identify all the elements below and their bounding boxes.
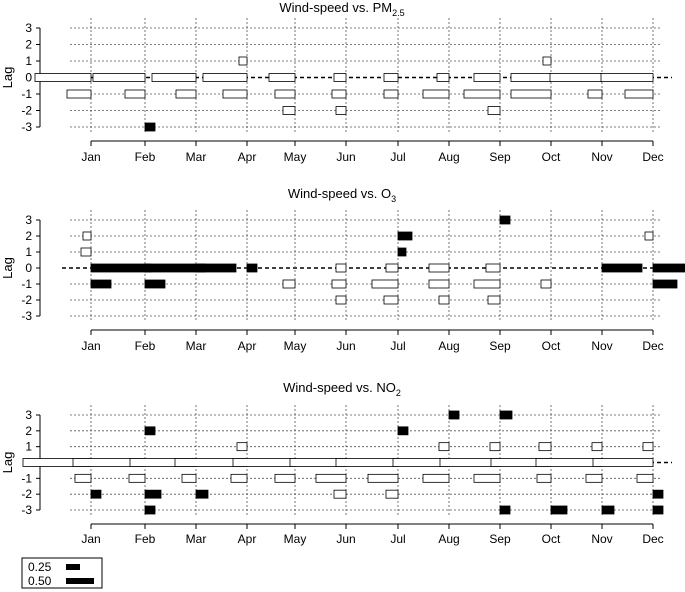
nonsignificant-bar [625,90,653,98]
x-tick-label-jan: Jan [81,339,101,353]
panel-title [279,0,404,18]
x-tick-label-mar: Mar [185,532,207,546]
nonsignificant-bar [437,74,449,82]
nonsignificant-bar [586,474,602,482]
nonsignificant-bar [67,90,91,98]
x-tick-label-sep: Sep [489,532,511,546]
nonsignificant-bar [336,459,398,467]
panel-title-subscript: 2 [395,388,401,398]
panel-title-subscript: 2.5 [392,8,405,18]
nonsignificant-bar [439,443,449,451]
x-tick-label-nov: Nov [591,532,613,546]
y-tick-label: 1 [25,439,32,454]
legend-swatch [66,578,94,584]
significant-bar [653,264,685,272]
x-tick-label-may: May [283,532,307,546]
x-tick-label-dec: Dec [642,339,664,353]
nonsignificant-bar [152,74,196,82]
y-tick-label: 0 [25,70,32,85]
x-tick-label-nov: Nov [591,150,613,164]
significant-bar [602,506,614,514]
y-axis-label: Lag [0,257,15,279]
nonsignificant-bar [332,280,346,288]
significant-bar [653,490,663,498]
panel-1 [0,0,672,164]
significant-bar [91,490,101,498]
significant-bar [398,248,406,256]
nonsignificant-bar [332,90,346,98]
nonsignificant-bar [35,74,91,82]
x-tick-label-apr: Apr [237,150,257,164]
y-tick-label: 2 [25,37,32,52]
nonsignificant-bar [283,280,295,288]
x-tick-label-nov: Nov [591,339,613,353]
y-tick-label: -3 [21,503,32,517]
x-tick-label-dec: Dec [642,150,664,164]
nonsignificant-bar [368,474,398,482]
x-tick-label-jul: Jul [390,339,406,353]
significant-bar [653,506,663,514]
significant-bar [449,411,459,419]
x-tick-label-jul: Jul [390,150,406,164]
nonsignificant-bar [474,280,500,288]
nonsignificant-bar [645,232,653,240]
y-tick-label: -2 [21,293,32,307]
nonsignificant-bar [223,90,247,98]
legend-label: 0.50 [28,574,52,588]
significant-bar [196,264,236,272]
x-tick-label-sep: Sep [489,150,511,164]
x-tick-label-feb: Feb [134,532,156,546]
y-tick-label: -1 [21,471,32,486]
nonsignificant-bar [543,57,551,65]
significant-bar [398,427,408,435]
x-tick-label-jun: Jun [336,339,356,353]
nonsignificant-bar [511,90,551,98]
nonsignificant-bar [233,459,295,467]
y-axis-label: Lag [0,66,15,89]
nonsignificant-bar [237,443,247,451]
x-tick-label-apr: Apr [237,339,257,353]
nonsignificant-bar [83,232,91,240]
panel-title-subscript: 3 [391,194,397,204]
nonsignificant-bar [511,74,551,82]
nonsignificant-bar [474,74,500,82]
significant-bar [91,280,111,288]
nonsignificant-bar [488,107,500,115]
legend-label: 0.25 [28,560,52,574]
x-tick-label-aug: Aug [438,150,460,164]
y-tick-label: 2 [25,423,32,438]
nonsignificant-bar [93,74,145,82]
nonsignificant-bar [182,474,196,482]
significant-bar [196,490,208,498]
significant-bar [145,506,155,514]
y-tick-label: 3 [25,21,32,35]
nonsignificant-bar [541,280,551,288]
nonsignificant-bar [336,107,346,115]
y-tick-label: 2 [25,229,32,243]
y-tick-label: 1 [25,54,32,68]
nonsignificant-bar [203,74,247,82]
nonsignificant-bar [231,474,247,482]
panel-title [288,186,396,204]
nonsignificant-bar [316,474,346,482]
nonsignificant-bar [429,264,449,272]
nonsignificant-bar [637,474,653,482]
significant-bar [500,506,510,514]
y-tick-label: 0 [25,261,32,275]
x-tick-label-oct: Oct [541,339,561,353]
y-tick-label: -2 [21,103,32,118]
significant-bar [91,264,151,272]
significant-bar [602,264,642,272]
y-axis-label: Lag [0,451,15,474]
x-tick-label-sep: Sep [489,339,511,353]
y-tick-label: -1 [21,87,32,101]
nonsignificant-bar [384,296,398,304]
nonsignificant-bar [539,443,551,451]
x-tick-label-jan: Jan [81,150,101,164]
nonsignificant-bar [334,74,346,82]
nonsignificant-bar [464,90,500,98]
nonsignificant-bar [537,474,551,482]
x-tick-label-aug: Aug [438,339,460,353]
significant-bar [247,264,257,272]
y-tick-label: 3 [25,408,32,422]
x-tick-label-oct: Oct [541,150,561,164]
nonsignificant-bar [275,90,295,98]
panel-title-main: Wind-speed vs. NO [283,380,396,395]
significant-bar [500,216,510,224]
nonsignificant-bar [488,296,500,304]
x-tick-label-dec: Dec [642,532,664,546]
nonsignificant-bar [429,280,449,288]
significant-bar [551,506,567,514]
x-tick-label-mar: Mar [185,150,207,164]
nonsignificant-bar [372,280,398,288]
x-tick-label-may: May [283,150,307,164]
significant-bar [653,280,677,288]
y-tick-label: -3 [21,120,32,134]
x-tick-label-apr: Apr [237,532,257,546]
panel-title-main: Wind-speed vs. PM [279,0,393,15]
nonsignificant-bar [336,264,346,272]
legend [22,558,102,588]
nonsignificant-bar [536,459,602,467]
nonsignificant-bar [593,459,653,467]
significant-bar [145,280,165,288]
y-tick-label: -2 [21,487,32,502]
significant-bar [145,490,161,498]
significant-bar [145,123,155,131]
x-tick-label-mar: Mar [185,339,207,353]
nonsignificant-bar [643,443,653,451]
nonsignificant-bar [486,264,500,272]
significant-bar [398,232,412,240]
nonsignificant-bar [75,474,91,482]
panel-title [283,380,401,398]
y-tick-label: -1 [21,277,32,291]
nonsignificant-bar [125,90,145,98]
nonsignificant-bar [601,74,653,82]
x-tick-label-oct: Oct [541,532,561,546]
nonsignificant-bar [384,74,398,82]
nonsignificant-bar [423,90,449,98]
y-tick-label: -3 [21,309,32,323]
x-tick-label-jun: Jun [336,532,356,546]
nonsignificant-bar [423,474,449,482]
nonsignificant-bar [592,443,602,451]
x-tick-label-aug: Aug [438,532,460,546]
y-tick-label: 3 [25,213,32,227]
nonsignificant-bar [334,490,346,498]
legend-swatch [66,564,80,570]
panel-2 [0,186,685,353]
x-tick-label-may: May [283,339,307,353]
nonsignificant-bar [386,264,398,272]
nonsignificant-bar [81,248,91,256]
nonsignificant-bar [239,57,247,65]
nonsignificant-bar [176,90,196,98]
nonsignificant-bar [490,443,500,451]
nonsignificant-bar [439,296,449,304]
x-tick-label-jun: Jun [336,150,356,164]
nonsignificant-bar [384,90,398,98]
x-tick-label-feb: Feb [134,150,156,164]
nonsignificant-bar [129,474,145,482]
x-tick-label-jul: Jul [390,532,406,546]
nonsignificant-bar [275,474,295,482]
nonsignificant-bar [269,74,295,82]
nonsignificant-bar [283,107,295,115]
nonsignificant-bar [336,296,346,304]
nonsignificant-bar [386,490,398,498]
panel-title-main: Wind-speed vs. O [287,186,392,201]
panel-3 [0,380,672,546]
significant-bar [145,427,155,435]
nonsignificant-bar [474,474,500,482]
y-tick-label: 1 [25,245,32,259]
nonsignificant-bar [588,90,602,98]
x-tick-label-jan: Jan [81,532,101,546]
x-tick-label-feb: Feb [134,339,156,353]
nonsignificant-bar [550,74,602,82]
significant-bar [500,411,512,419]
